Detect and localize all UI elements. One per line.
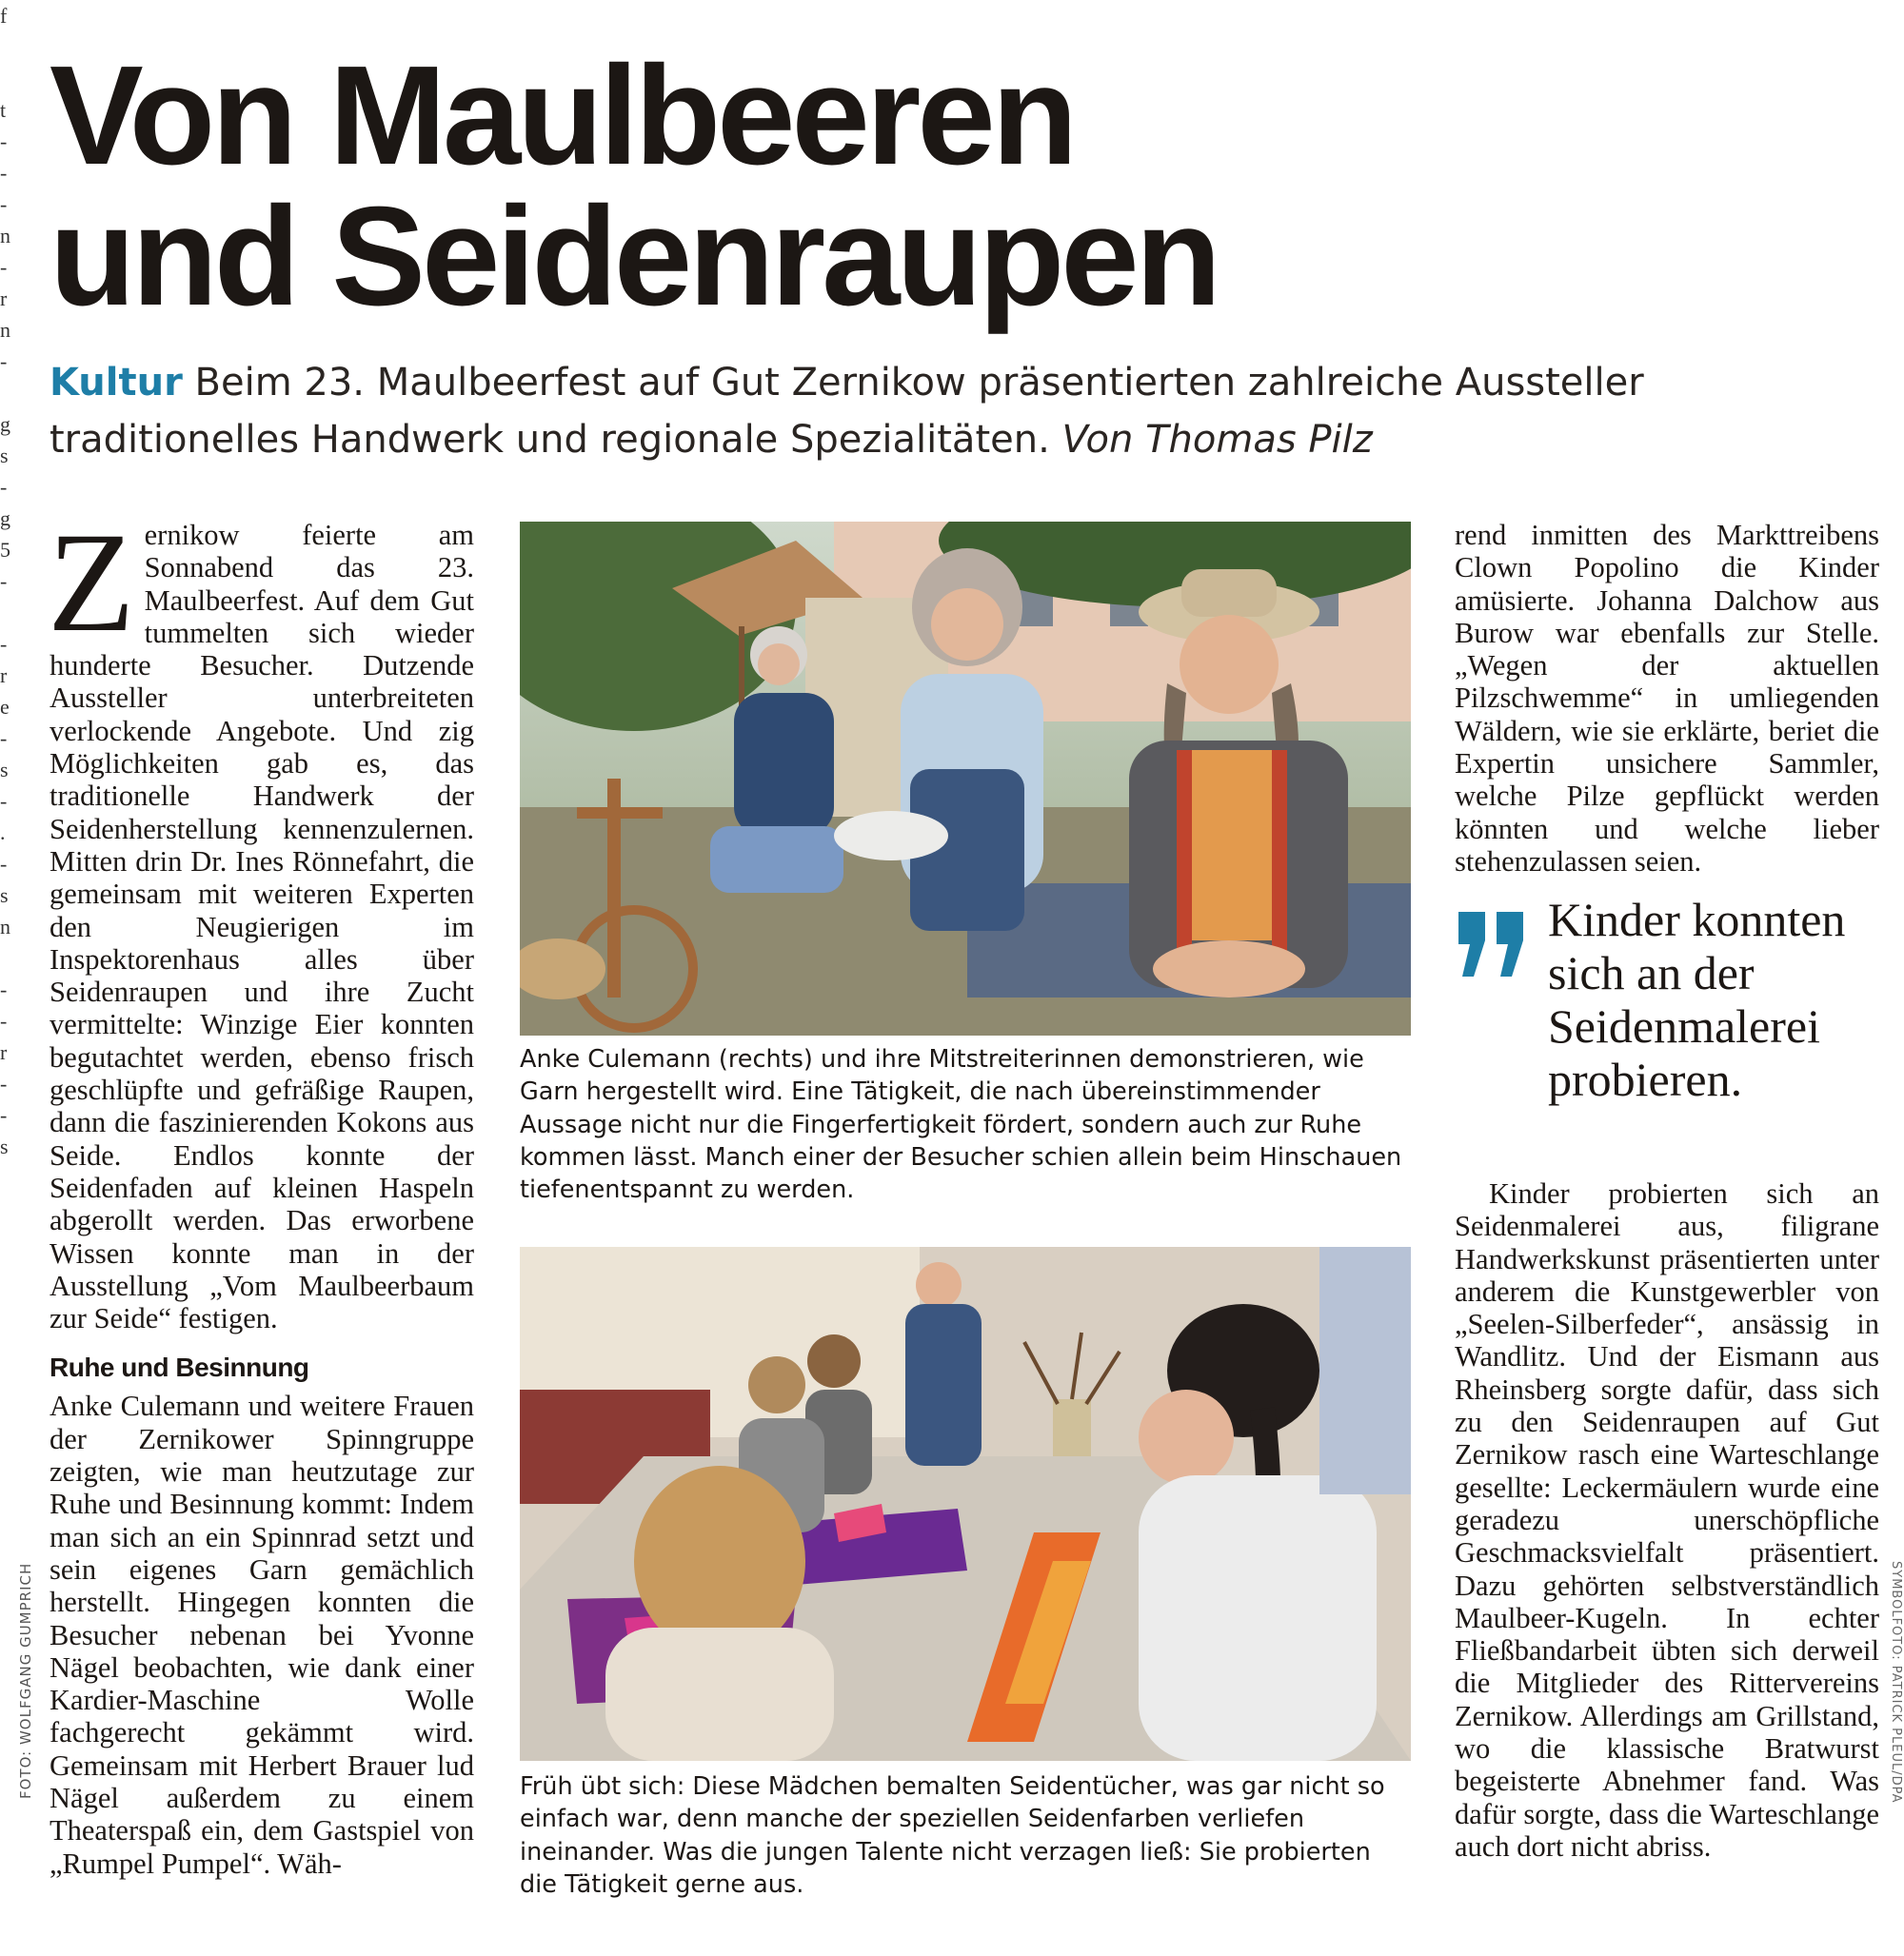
edge-fragment: - (0, 852, 8, 876)
edge-fragment: g (0, 412, 10, 436)
pull-quote-text: Kinder konnten sich an der Seidenmalerei probieren. (1548, 893, 1846, 1106)
edge-fragment: f (0, 4, 8, 28)
paragraph-final: Kinder probierten sich an Seidenmalerei aus, filigrane Handwerkskunst präsentierten unter anderem die Kunstgewerbler von „Seelen-Silberfeder“, ansässig in Wandlitz. Und der Eismann aus Rheinsberg sorgte dafür, dass sich zu den Seidenraupen auf Gut Zernikow rasch eine Warteschlange gesellte: Leckermäulern wurde eine geradezu unerschöpfliche Geschmacksvielfalt präsentiert. Dazu gehörten selbstverständlich Maulbeer-Kugeln. In echter Fließbandarbeit übten sich derweil die Mitglieder des Rittervereins Zernikow. Allerdings am Grillstand, wo die klassische Bratwurst begeisterte Abnehmer fand. Was dafür sorgte, dass die Warteschlange auch dort nicht abriss. (1455, 1177, 1879, 1863)
article-column-3-bottom (1455, 1177, 1879, 1863)
edge-fragment: - (0, 1009, 8, 1033)
intro-text: ernikow feierte am Sonnabend das 23. Maulbeerfest. Auf dem Gut tummelten sich wieder hunderte Besucher. Dutzende Aussteller unterbreiteten verlockende Angebote. Und zig Möglichkeiten gab es, das traditionelle Handwerk der Seidenherstellung kennenzulernen. Mitten drin Dr. Ines Rönnefahrt, die gemeinsam mit weiteren Experten den Neugierigen im Inspektorenhaus alles über Seidenraupen und ihre Zucht vermittelte: Winzige Eier konnten begutachtet werden, ebenso frisch geschlüpfte und gefräßige Raupen, dann die faszinierenden Kokons aus Seide. Endlos konnte der Seidenfaden auf kleinen Haspeln abgerollt werden. Das erworbene Wissen konnte man in der Ausstellung „Vom Maulbeerbaum zur Seide“ festigen. (50, 519, 474, 1335)
paragraph-second: Anke Culemann und weitere Frauen der Zernikower Spinngruppe zeigten, wie man heutzutage zur Ruhe und Besinnung kommt: Indem man sich an ein Spinnrad setzt und sein eigenes Garn gemächlich herstellt. Hingegen konnten die Besucher nebenan bei Yvonne Nägel beobachten, wie dank einer Kardier-Maschine Wolle fachgerecht gekämmt wird. Gemeinsam mit Herbert Brauer lud Nägel außerdem zu einem Theaterspaß ein, dem Gastspiel von „Rumpel Pumpel“. Wäh- (50, 1390, 474, 1880)
edge-fragment: g (0, 506, 10, 530)
edge-fragment: - (0, 255, 8, 279)
photo-credit-right-text: SYMBOLFOTO: PATRICK PLEUL/DPA (1889, 1561, 1903, 1804)
drop-cap: Z (48, 504, 135, 662)
edge-fragment: - (0, 192, 8, 216)
headline (50, 37, 1219, 335)
edge-fragment: . (0, 820, 6, 844)
edge-fragment: - (0, 726, 8, 750)
photo-credit-left (17, 1523, 36, 1799)
quote-mark-icon (1455, 906, 1529, 980)
edge-fragment: - (0, 789, 8, 813)
deck-text: Beim 23. Maulbeerfest auf Gut Zernikow präsentierten zahlreiche Aussteller traditionelles Handwerk und regionale Spezialitäten. (50, 361, 1644, 462)
edge-fragment: - (0, 349, 8, 373)
edge-fragment (0, 377, 13, 408)
edge-fragment (0, 942, 13, 974)
edge-fragment: n (0, 318, 10, 342)
article-column-1 (48, 504, 474, 1880)
edge-fragment: r (0, 663, 8, 687)
headline-line-2: und Seidenraupen (50, 178, 1219, 335)
edge-fragment (0, 63, 13, 94)
edge-fragment: - (0, 161, 8, 185)
edge-fragment: e (0, 695, 10, 719)
headline-line-1: Von Maulbeeren (50, 37, 1075, 194)
edge-fragment: - (0, 978, 8, 1001)
photo-silk-painting-image (520, 1247, 1411, 1761)
section-kicker: Kultur (50, 361, 183, 405)
photo-spinning-group (520, 522, 1411, 1036)
edge-fragment: - (0, 475, 8, 499)
edge-fragment: - (0, 1103, 8, 1127)
edge-fragment: n (0, 915, 10, 938)
edge-fragment (0, 597, 13, 628)
photo-silk-painting (520, 1247, 1411, 1761)
edge-fragment: r (0, 1040, 8, 1064)
photo-credit-left-text: FOTO: WOLFGANG GUMPRICH (17, 1562, 34, 1799)
edge-fragment: - (0, 569, 8, 593)
edge-fragment: 5 (0, 538, 10, 562)
photo-caption-top: Anke Culemann (rechts) und ihre Mitstreiterinnen demonstrieren, wie Garn hergestellt wird. Eine Tätigkeit, die nach übereinstimmender Aussage nicht nur die Fingerfertigkeit fördert, sondern auch zur Ruhe kommen lässt. Manch einer der Besucher schien allein beim Hinschauen tiefenentspannt zu werden. (520, 1045, 1402, 1205)
edge-fragment (0, 31, 13, 63)
photo-spinning-group-image (520, 522, 1411, 1036)
article-deck (50, 354, 1668, 468)
edge-fragment: s (0, 444, 9, 467)
edge-fragment: - (0, 129, 8, 153)
edge-fragment: s (0, 758, 9, 781)
article-column-3-top: rend inmitten des Markttreibens Clown Popolino die Kinder amüsierte. Johanna Dalchow aus Burow war ebenfalls zur Stelle. „Wegen der aktuellen Pilzschwemme“ in umliegenden Wäldern, wie sie erklärte, beriet die Expertin unsichere Sammler, welche Pilze gepflückt werden könnten und welche lieber stehenzulassen seien. (1455, 519, 1879, 878)
byline: Von Thomas Pilz (1061, 418, 1373, 462)
edge-fragment: t (0, 98, 7, 122)
edge-fragment: s (0, 1135, 9, 1158)
edge-fragment: - (0, 632, 8, 656)
edge-fragment: r (0, 286, 8, 310)
edge-fragment: - (0, 1072, 8, 1096)
subheading: Ruhe und Besinnung (50, 1353, 309, 1383)
edge-fragment: n (0, 224, 10, 247)
photo-caption-bottom: Früh übt sich: Diese Mädchen bemalten Seidentücher, was gar nicht so einfach war, denn manche der speziellen Seidenfarben verliefen ineinander. Was die jungen Talente nicht verzagen ließ: Sie probierten die Tätigkeit gerne aus. (520, 1772, 1385, 1899)
photo-credit-right (1890, 1561, 1904, 1847)
edge-fragment: s (0, 883, 9, 907)
adjacent-column-fragment (0, 0, 13, 1352)
paragraph-intro (48, 504, 474, 1335)
